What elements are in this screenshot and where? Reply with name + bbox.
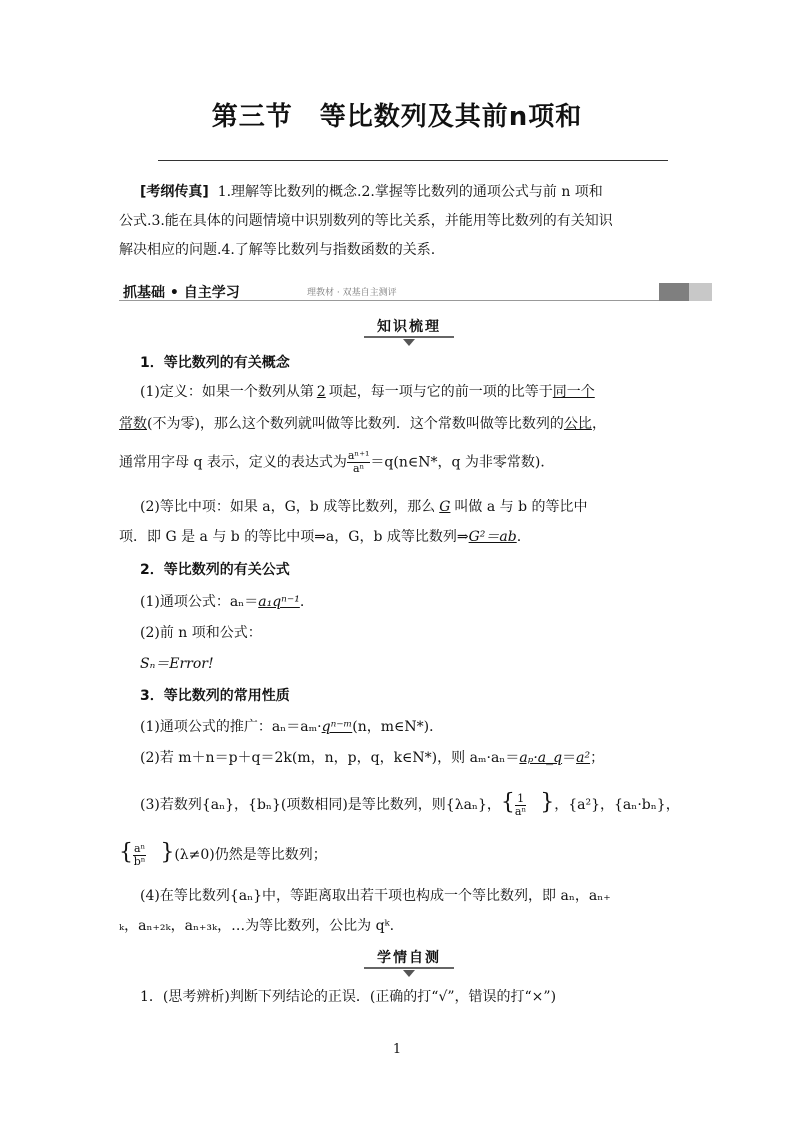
s1-def-blank-2b: 常数 xyxy=(119,416,147,432)
s3-p1-b: (n，m∈N*)． xyxy=(352,719,444,735)
s1-mid-b: 叫做 a 与 b 的等比中 xyxy=(454,499,588,515)
self-test-header xyxy=(364,947,454,967)
s2-gen-blank: a₁qⁿ⁻¹ xyxy=(258,594,300,610)
s1-mid-a: (2)等比中项：如果 a，G，b 成等比数列，那么 xyxy=(140,499,436,515)
s3-p3-frac-num: 1 xyxy=(515,793,526,806)
s1-title: 1．等比数列的有关概念 xyxy=(140,355,290,371)
left-brace-icon-2: { xyxy=(119,840,133,865)
s1-def-d: ， xyxy=(591,416,606,432)
s1-expression-line xyxy=(119,450,554,475)
s1-expr-a: 通常用字母 q 表示，定义的表达式为 xyxy=(119,454,347,471)
section-bar-dark-block xyxy=(659,283,689,301)
s2-gen-a: (1)通项公式：aₙ＝ xyxy=(140,594,259,610)
s1-frac-den: aⁿ xyxy=(352,462,365,475)
outline-label: [考纲传真] xyxy=(140,184,209,200)
self-test-header-rule xyxy=(364,967,454,969)
s3-p3-fraction xyxy=(515,793,526,818)
s3-p3-fraction-2 xyxy=(133,843,146,868)
knowledge-header-text: 知识梳理 xyxy=(377,319,441,335)
s1-mid-d: . xyxy=(516,529,522,545)
s1-def-blank-3: 公比 xyxy=(563,416,592,432)
s3-p1-a: (1)通项公式的推广：aₙ＝aₘ· xyxy=(140,719,322,735)
s3-p2-blank-1: aₚ·a_q xyxy=(519,750,563,766)
section-bar-label: 抓基础 • 自主学习 xyxy=(123,285,240,301)
s1-expr-b: ＝q(n∈N*，q 为非零常数)． xyxy=(370,454,555,471)
s3-p3-frac2-num: aⁿ xyxy=(134,841,146,855)
s1-definition-line-2 xyxy=(119,414,606,434)
self-test-header-arrow-icon xyxy=(403,970,415,977)
outline-text-1: 1.理解等比数列的概念.2.掌握等比数列的通项公式与前 n 项和 xyxy=(217,184,603,200)
s1-def-b: 项起，每一项与它的前一项的比等于 xyxy=(328,384,553,400)
s3-property-4-line-1: (4)在等比数列{aₙ}中，等距离取出若干项也构成一个等比数列，即 aₙ，aₙ₊ xyxy=(140,888,611,904)
s3-property-1 xyxy=(140,717,443,737)
s3-p2-c: ； xyxy=(590,750,605,766)
s3-p1-blank: qⁿ⁻ᵐ xyxy=(321,719,353,735)
s2-sum-formula xyxy=(140,654,214,674)
s1-def-a: (1)定义：如果一个数列从第 xyxy=(140,384,314,400)
knowledge-header-rule xyxy=(364,336,454,338)
s3-p3-frac-den: aⁿ xyxy=(514,804,527,818)
s3-p3-frac2-den: bⁿ xyxy=(133,854,146,868)
left-brace-icon: { xyxy=(500,790,515,815)
s3-property-4-line-2: ₖ，aₙ₊₂ₖ，aₙ₊₃ₖ，…为等比数列，公比为 qᵏ. xyxy=(119,918,395,934)
s3-title: 3．等比数列的常用性质 xyxy=(140,688,290,704)
s1-definition-line-1 xyxy=(140,382,595,402)
s2-gen-b: . xyxy=(299,594,305,610)
page-title: 第三节 等比数列及其前n项和 xyxy=(211,102,583,132)
s1-mid-c: 项．即 G 是 a 与 b 的等比中项⇒a，G，b 成等比数列⇒ xyxy=(119,529,469,545)
knowledge-header-arrow-icon xyxy=(403,339,415,346)
s1-def-blank-1: 2 xyxy=(316,384,326,400)
title-rule xyxy=(158,160,668,161)
s2-sn: Sₙ＝Error! xyxy=(140,656,214,672)
s3-property-3-line-2 xyxy=(119,836,327,870)
s3-property-2 xyxy=(140,748,604,768)
s1-geometric-mean-line-2 xyxy=(119,527,521,547)
s1-mid-blank-2: G²＝ab xyxy=(468,529,517,545)
section-bar-sub: 理教材 · 双基自主测评 xyxy=(307,288,397,298)
s3-p2-b: ＝ xyxy=(562,750,577,766)
s1-geometric-mean-line-1 xyxy=(140,497,588,517)
s3-p2-blank-2: a² xyxy=(576,750,591,766)
s2-general-formula xyxy=(140,592,304,612)
outline-line-3: 解决相应的问题.4.了解等比数列与指数函数的关系. xyxy=(119,242,436,258)
s2-title: 2．等比数列的有关公式 xyxy=(140,562,290,578)
s1-frac-num: aⁿ⁺¹ xyxy=(347,449,370,462)
section-bar-line xyxy=(119,300,712,301)
page-number: 1 xyxy=(392,1042,402,1057)
s1-fraction xyxy=(347,450,371,475)
s2-sum-label: (2)前 n 项和公式： xyxy=(140,625,262,641)
question-1: 1．(思考辨析)判断下列结论的正误．(正确的打“√”，错误的打“×”) xyxy=(140,989,557,1005)
s3-property-3-line-1 xyxy=(140,786,680,820)
outline-line-2: 公式.3.能在具体的问题情境中识别数列的等比关系，并能用等比数列的有关知识 xyxy=(119,213,613,229)
right-brace-icon: } xyxy=(540,790,555,815)
section-bar xyxy=(119,283,712,301)
s3-p2-a: (2)若 m＋n＝p＋q＝2k(m，n，p，q，k∈N*)，则 aₘ·aₙ＝ xyxy=(140,750,520,766)
s1-def-c: (不为零)，那么这个数列就叫做等比数列．这个常数叫做等比数列的 xyxy=(147,416,564,432)
s3-p3-b: ，{a²}，{aₙ·bₙ}， xyxy=(554,797,680,813)
s3-p3-c: (λ≠0)仍然是等比数列； xyxy=(174,847,327,863)
right-brace-icon-2: } xyxy=(160,840,175,865)
s1-def-blank-2a: 同一个 xyxy=(552,384,595,400)
s3-p3-a: (3)若数列{aₙ}，{bₙ}(项数相同)是等比数列，则{λaₙ}， xyxy=(140,797,501,813)
outline-line-1 xyxy=(140,182,603,202)
knowledge-header xyxy=(364,316,454,336)
section-bar-light-block xyxy=(689,283,712,301)
self-test-header-text: 学情自测 xyxy=(377,950,441,966)
s1-mid-blank: G xyxy=(439,499,451,515)
